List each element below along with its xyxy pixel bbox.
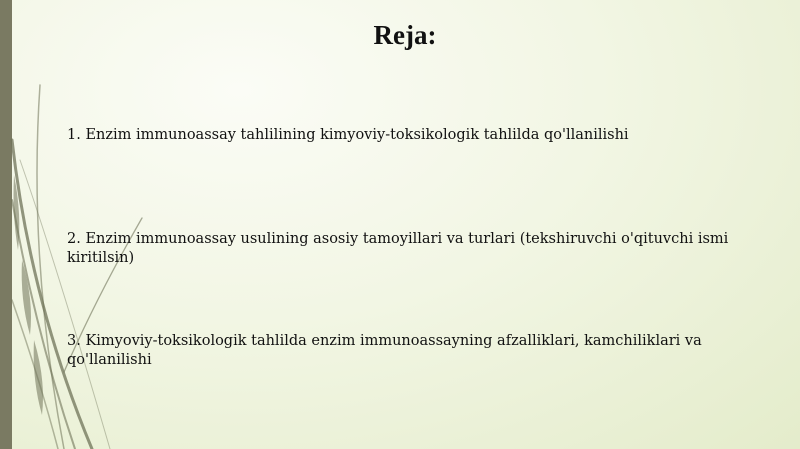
plan-item-1: 1. Enzim immunoassay tahlilining kimyoviy-toksikologik tahlilda qo'llanilishi (67, 127, 629, 143)
plan-item-2: 2. Enzim immunoassay usulining asosiy tamoyillari va turlari (tekshiruvchi o'qituvchi ismi kiritilsin) (67, 231, 729, 266)
decorative-grass-lines (0, 0, 160, 449)
plan-item-3: 3. Kimyoviy-toksikologik tahlilda enzim immunoassayning afzalliklari, kamchiliklari va qo'llanilishi (67, 333, 702, 368)
slide-title: Reja: (373, 20, 437, 50)
